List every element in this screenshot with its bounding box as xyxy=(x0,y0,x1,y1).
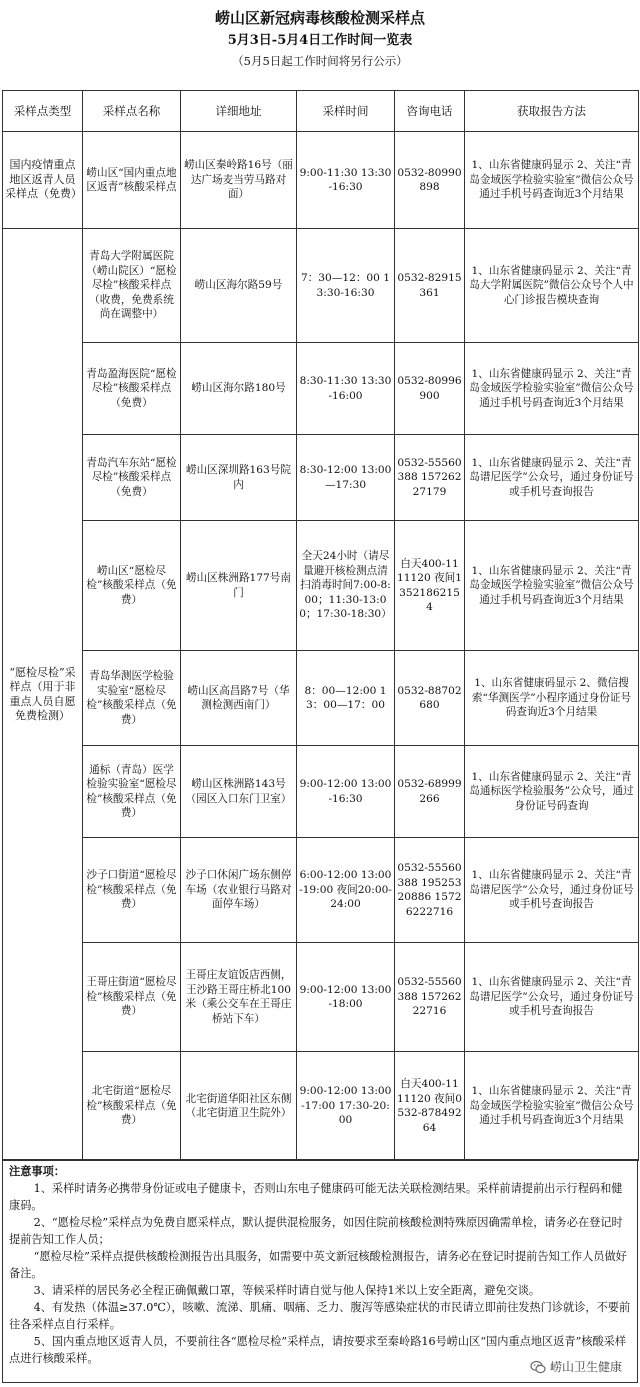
table-row xyxy=(3,943,639,1052)
site-time: 9:00-12:00 13:00-18:00 xyxy=(297,943,395,1052)
site-time: 全天24小时（请尽量避开核检测点清扫消毒时间7:00-8:00；11:30-13:00；17:30-18:30） xyxy=(297,521,395,651)
site-time: 9:00-11:30 13:30-16:30 xyxy=(297,132,395,229)
watermark-text: 崂山卫生健康 xyxy=(549,1360,622,1374)
site-time: 8:30-11:30 13:30-16:00 xyxy=(297,343,395,435)
table-row xyxy=(3,435,639,521)
site-time: 9:00-12:00 13:00-16:30 xyxy=(297,746,395,838)
table-row xyxy=(3,132,639,229)
table-row xyxy=(3,343,639,435)
header xyxy=(0,0,640,90)
site-report-method: 1、山东省健康码显示 2、关注“青岛金域医学检验实验室”微信公众号通过手机号码查询近3个月结果 xyxy=(465,521,639,651)
site-phone: 白天400-1111120 夜间0532-87849264 xyxy=(395,1052,465,1161)
site-phone: 白天400-1111120 夜间13521862154 xyxy=(395,521,465,651)
site-name: 王哥庄街道“愿检尽检”核酸采样点（免费） xyxy=(83,943,181,1052)
site-report-method: 1、山东省健康码显示 2、关注“青岛通标医学检验服务”公众号，通过身份证号码查询 xyxy=(465,746,639,838)
site-name: 沙子口街道“愿检尽检”核酸采样点（免费） xyxy=(83,838,181,943)
site-time: 8：00—12:00 13：00—17：00 xyxy=(297,651,395,746)
notes-section xyxy=(2,1159,638,1383)
page-subtitle: 5月3日-5月4日工作时间一览表 xyxy=(227,33,413,48)
site-report-method: 1、山东省健康码显示 2、关注“青岛谱尼医学”公众号，通过身份证号或手机号查询报告 xyxy=(465,838,639,943)
col-header-method: 获取报告方法 xyxy=(465,91,639,132)
site-name: 北宅街道“愿检尽检”核酸采样点（免费） xyxy=(83,1052,181,1161)
site-address: 沙子口休闲广场东侧停车场（农业银行马路对面停车场） xyxy=(181,838,297,943)
table-row xyxy=(3,229,639,343)
site-time: 9:00-12:00 13:00-17:00 17:30-20:00 xyxy=(297,1052,395,1161)
site-name: 崂山区“国内重点地区返青”核酸采样点 xyxy=(83,132,181,229)
site-phone: 0532-55560388 15726227179 xyxy=(395,435,465,521)
col-header-address: 详细地址 xyxy=(181,91,297,132)
col-header-time: 采样时间 xyxy=(297,91,395,132)
table-row xyxy=(3,521,639,651)
type-cell-voluntary: “愿检尽检”采样点（用于非重点人员自愿免费检测） xyxy=(3,229,83,1161)
note-item: 2、“愿检尽检”采样点为免费自愿采样点，默认提供混检服务，如因住院前核酸检测特殊原因确需单检，请务必在登记时提前告知工作人员； xyxy=(9,1216,623,1246)
site-address: 王哥庄友谊饭店西侧，王沙路王哥庄桥北100米（乘公交车在王哥庄桥站下车） xyxy=(181,943,297,1052)
site-address: 崂山区高昌路7号（华测检测西南门） xyxy=(181,651,297,746)
note-item: “愿检尽检”采样点提供核酸检测报告出具服务，如需要中英文新冠核酸检测报告，请务必在登记时提前告知工作人员做好备注。 xyxy=(9,1250,627,1280)
site-report-method: 1、山东省健康码显示 2、关注“青岛金域医学检验实验室”微信公众号通过手机号码查询近3个月结果 xyxy=(465,132,639,229)
site-time: 6:00-12:00 13:00-19:00 夜间20:00-24:00 xyxy=(297,838,395,943)
table-row xyxy=(3,746,639,838)
site-report-method: 1、山东省健康码显示 2、微信搜索“华测医学”小程序通过身份证号码查询近3个月结果 xyxy=(465,651,639,746)
site-report-method: 1、山东省健康码显示 2、关注“青岛金域医学检验实验室”微信公众号通过手机号码查询近3个月结果 xyxy=(465,343,639,435)
site-name: 青岛汽车东站“愿检尽检”核酸采样点（免费） xyxy=(83,435,181,521)
col-header-type: 采样点类型 xyxy=(3,91,83,132)
site-phone: 0532-88702680 xyxy=(395,651,465,746)
site-phone: 0532-80996900 xyxy=(395,343,465,435)
table-row xyxy=(3,1052,639,1161)
note-item: 4、有发热（体温≥37.0℃），咳嗽、流涕、肌痛、咽痛、乏力、腹泻等感染症状的市民请立即前往发热门诊就诊，不要前往各采样点自行采样。 xyxy=(9,1301,631,1331)
table-row xyxy=(3,651,639,746)
note-item: 1、采样时请务必携带身份证或电子健康卡，否则山东电子健康码可能无法关联检测结果。采样前请提前出示行程码和健康码。 xyxy=(9,1182,623,1212)
notes-title: 注意事项： xyxy=(9,1164,65,1178)
site-address: 崂山区深圳路163号院内 xyxy=(181,435,297,521)
site-name: 青岛盈海医院“愿检尽检”核酸采样点（免费） xyxy=(83,343,181,435)
site-address: 崂山区海尔路59号 xyxy=(181,229,297,343)
site-address: 崂山区秦岭路16号（丽达广场麦当劳马路对面） xyxy=(181,132,297,229)
site-phone: 0532-55560388 15726222716 xyxy=(395,943,465,1052)
type-cell-key-area: 国内疫情重点地区返青人员采样点（免费） xyxy=(3,132,83,229)
site-report-method: 1、山东省健康码显示 2、关注“青岛金域医学检验实验室”微信公众号通过手机号码查询近3个月结果 xyxy=(465,1052,639,1161)
note-item: 5、国内重点地区返青人员，不要前往各“愿检尽检”采样点，请按要求至秦岭路16号崂山区“国内重点地区返青”核酸采样点进行核酸采样。 xyxy=(9,1335,627,1365)
col-header-name: 采样点名称 xyxy=(83,91,181,132)
site-report-method: 1、山东省健康码显示 2、关注“青岛大学附属医院”微信公众号个人中心门诊报告模块查询 xyxy=(465,229,639,343)
watermark xyxy=(530,1358,622,1375)
site-address: 北宅街道华阳社区东侧（北宅街道卫生院外） xyxy=(181,1052,297,1161)
site-report-method: 1、山东省健康码显示 2、关注“青岛谱尼医学”公众号，通过身份证号或手机号查询报告 xyxy=(465,435,639,521)
table-row xyxy=(3,838,639,943)
note-item: 3、请采样的居民务必全程正确佩戴口罩，等候采样时请自觉与他人保持1米以上安全距离，避免交谈。 xyxy=(33,1284,541,1297)
site-address: 崂山区海尔路180号 xyxy=(181,343,297,435)
site-phone: 0532-82915361 xyxy=(395,229,465,343)
site-time: 7：30—12：00 13:30-16:30 xyxy=(297,229,395,343)
site-name: 崂山区“愿检尽检”核酸采样点（免费） xyxy=(83,521,181,651)
sampling-table xyxy=(2,90,639,1161)
site-name: 青岛大学附属医院（崂山院区）“愿检尽检”核酸采样点（收费，免费系统尚在调整中） xyxy=(83,229,181,343)
site-name: 青岛华测医学检验实验室“愿检尽检”核酸采样点（免费） xyxy=(83,651,181,746)
page-note: （5月5日起工作时间将另行公示） xyxy=(232,54,408,68)
site-name: 通标（青岛）医学检验实验室“愿检尽检”核酸采样点（免费） xyxy=(83,746,181,838)
site-phone: 0532-68999266 xyxy=(395,746,465,838)
site-phone: 0532-55560388 19525320886 15726222716 xyxy=(395,838,465,943)
site-address: 崂山区株洲路177号南门 xyxy=(181,521,297,651)
col-header-phone: 咨询电话 xyxy=(395,91,465,132)
site-time: 8:30-12:00 13:00—17:30 xyxy=(297,435,395,521)
site-phone: 0532-80990898 xyxy=(395,132,465,229)
page-title: 崂山区新冠病毒核酸检测采样点 xyxy=(214,9,425,27)
site-address: 崂山区株洲路143号（园区入口东门卫室） xyxy=(181,746,297,838)
wechat-icon xyxy=(530,1359,546,1375)
table-header-row xyxy=(3,91,639,132)
site-report-method: 1、山东省健康码显示 2、关注“青岛谱尼医学”公众号，通过身份证号或手机号查询报告 xyxy=(465,943,639,1052)
